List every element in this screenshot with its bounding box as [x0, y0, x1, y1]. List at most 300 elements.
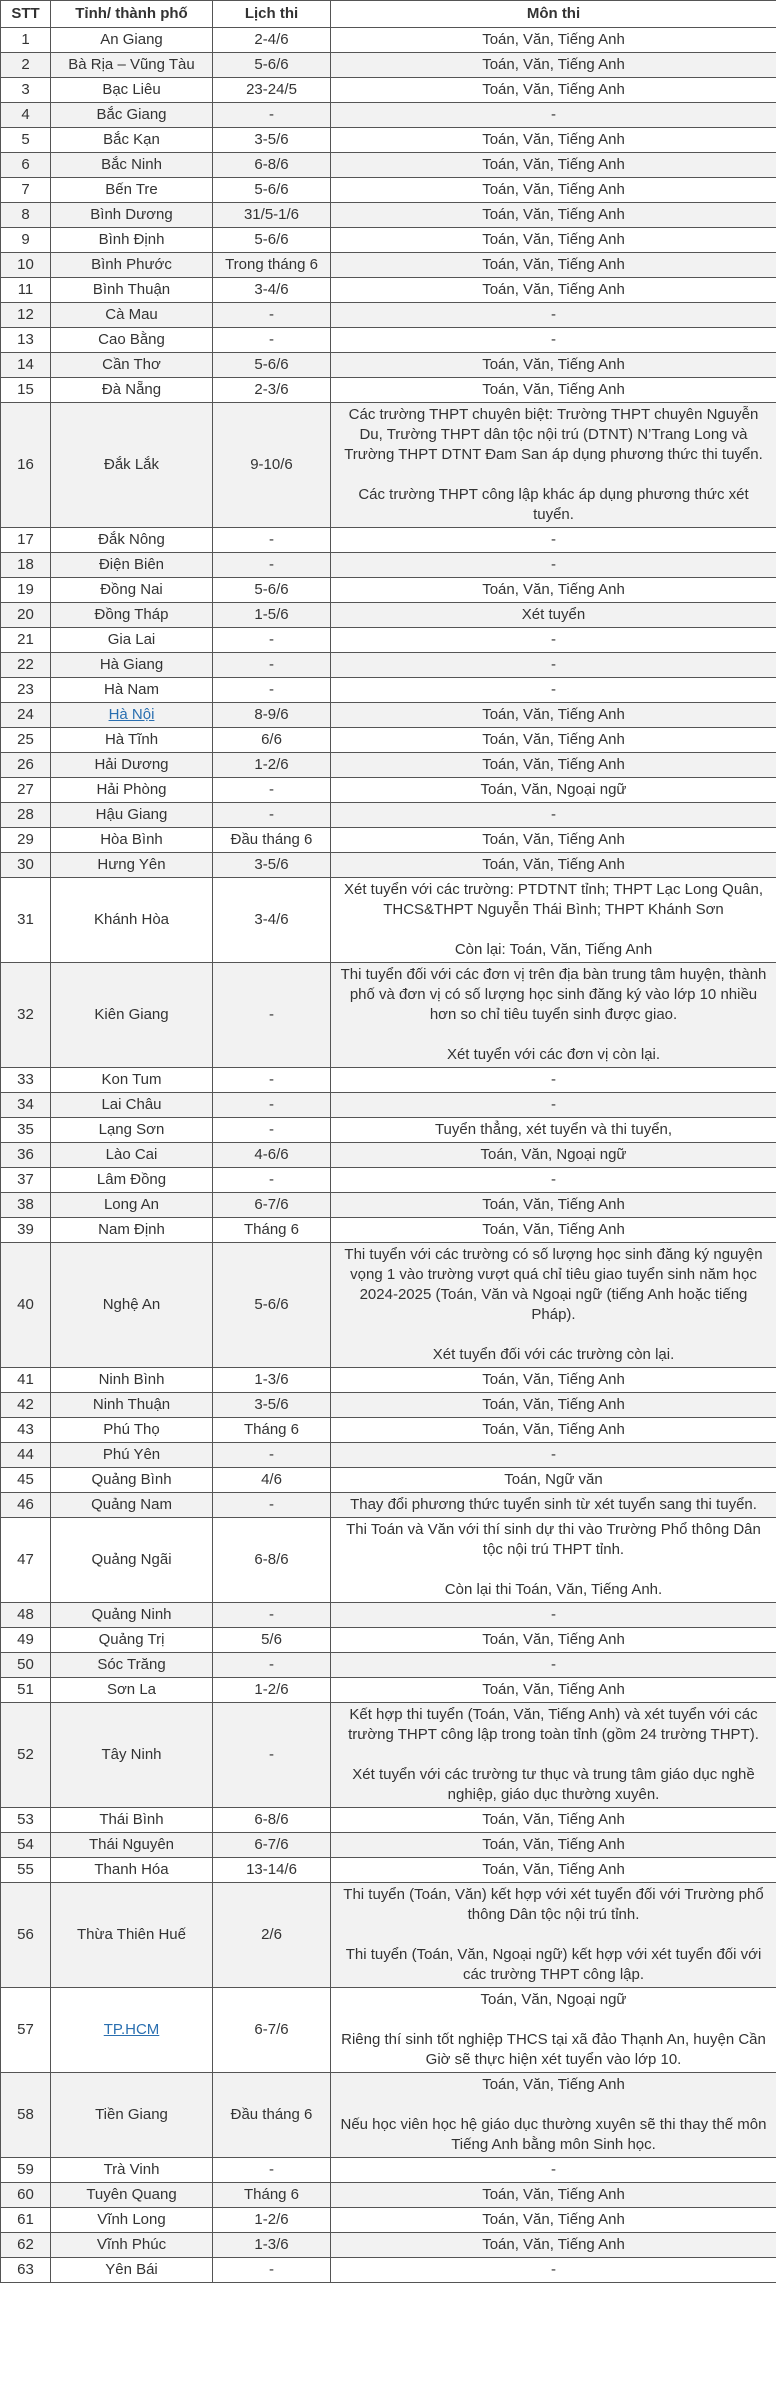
table-row [1, 378, 776, 403]
row-stt: 56 [1, 1883, 51, 1988]
table-row [1, 1493, 776, 1518]
row-schedule: - [213, 1703, 331, 1808]
row-stt: 42 [1, 1393, 51, 1418]
row-schedule: 3-5/6 [213, 1393, 331, 1418]
row-stt: 3 [1, 78, 51, 103]
subjects-paragraph: Toán, Văn, Tiếng Anh [482, 856, 625, 873]
row-province: Kon Tum [51, 1068, 213, 1093]
row-subjects [331, 1118, 776, 1143]
table-row [1, 1883, 776, 1988]
table-row [1, 1143, 776, 1168]
row-subjects [331, 353, 776, 378]
row-stt: 23 [1, 678, 51, 703]
row-subjects [331, 1368, 776, 1393]
row-province: Lào Cai [51, 1143, 213, 1168]
row-province: Hà Giang [51, 653, 213, 678]
table-row [1, 1468, 776, 1493]
row-schedule: 5-6/6 [213, 353, 331, 378]
row-subjects [331, 678, 776, 703]
row-stt: 11 [1, 278, 51, 303]
subjects-paragraph: Còn lại: Toán, Văn, Tiếng Anh [454, 941, 653, 958]
subjects-paragraph: Toán, Văn, Ngoại ngữ [480, 1991, 627, 2008]
table-row [1, 778, 776, 803]
row-subjects [331, 1833, 776, 1858]
row-province: Lai Châu [51, 1093, 213, 1118]
row-schedule: - [213, 1093, 331, 1118]
row-subjects [331, 728, 776, 753]
row-stt: 13 [1, 328, 51, 353]
row-province-cell [51, 1988, 213, 2073]
row-subjects [331, 1093, 776, 1118]
row-stt: 58 [1, 2073, 51, 2158]
table-row [1, 103, 776, 128]
row-subjects [331, 178, 776, 203]
row-subjects [331, 2158, 776, 2183]
row-subjects [331, 1518, 776, 1603]
table-row [1, 1653, 776, 1678]
subjects-paragraph: Toán, Văn, Tiếng Anh [482, 1631, 625, 1648]
subjects-paragraph: Toán, Văn, Ngoại ngữ [480, 1146, 627, 1163]
row-schedule: Tháng 6 [213, 1418, 331, 1443]
row-subjects [331, 2208, 776, 2233]
row-schedule: 6-8/6 [213, 1518, 331, 1603]
row-province: Gia Lai [51, 628, 213, 653]
row-stt: 55 [1, 1858, 51, 1883]
subjects-paragraph: - [551, 531, 556, 548]
row-subjects [331, 1653, 776, 1678]
subjects-paragraph: Riêng thí sinh tốt nghiệp THCS tại xã đảo Thạnh An, huyện Cần Giờ sẽ thực hiện xét tuyển vào lớp 10. [341, 2031, 766, 2068]
row-schedule: - [213, 653, 331, 678]
row-stt: 31 [1, 878, 51, 963]
row-schedule: 4-6/6 [213, 1143, 331, 1168]
row-province: Bắc Ninh [51, 153, 213, 178]
row-province: Bạc Liêu [51, 78, 213, 103]
table-row [1, 328, 776, 353]
table-row [1, 1833, 776, 1858]
table-row [1, 53, 776, 78]
row-schedule: 23-24/5 [213, 78, 331, 103]
row-subjects [331, 153, 776, 178]
row-province: Phú Yên [51, 1443, 213, 1468]
row-schedule: - [213, 678, 331, 703]
subjects-paragraph: Toán, Văn, Tiếng Anh [482, 1371, 625, 1388]
row-stt: 22 [1, 653, 51, 678]
row-province: Phú Thọ [51, 1418, 213, 1443]
row-province: Đắk Lắk [51, 403, 213, 528]
row-schedule: 5-6/6 [213, 1243, 331, 1368]
subjects-paragraph: - [551, 2161, 556, 2178]
row-stt: 54 [1, 1833, 51, 1858]
row-province: Đồng Nai [51, 578, 213, 603]
row-subjects [331, 628, 776, 653]
row-province: Thanh Hóa [51, 1858, 213, 1883]
row-stt: 45 [1, 1468, 51, 1493]
row-province: Bến Tre [51, 178, 213, 203]
header-subjects: Môn thi [331, 1, 776, 28]
row-schedule: 3-5/6 [213, 853, 331, 878]
subjects-paragraph: Thi tuyển đối với các đơn vị trên địa bàn trung tâm huyện, thành phố và đơn vị có số lượng học sinh đăng ký vào lớp 10 nhiều hơn so chỉ tiêu tuyển sinh được giao. [340, 966, 767, 1023]
row-subjects [331, 1703, 776, 1808]
row-schedule: 8-9/6 [213, 703, 331, 728]
subjects-paragraph: Xét tuyển với các trường tư thục và trung tâm giáo dục nghề nghiệp, giáo dục thường xuyên. [352, 1766, 755, 1803]
subjects-paragraph: Toán, Văn, Tiếng Anh [482, 731, 625, 748]
row-subjects [331, 853, 776, 878]
row-province: Cao Bằng [51, 328, 213, 353]
row-province: Quảng Ninh [51, 1603, 213, 1628]
row-province: Điện Biên [51, 553, 213, 578]
row-subjects [331, 1443, 776, 1468]
row-province: Tây Ninh [51, 1703, 213, 1808]
table-row [1, 1858, 776, 1883]
row-schedule: - [213, 963, 331, 1068]
row-subjects [331, 1808, 776, 1833]
row-schedule: - [213, 103, 331, 128]
row-subjects [331, 1218, 776, 1243]
row-province: Hậu Giang [51, 803, 213, 828]
row-schedule: - [213, 1168, 331, 1193]
subjects-paragraph: - [551, 106, 556, 123]
row-province: Đồng Tháp [51, 603, 213, 628]
row-subjects [331, 753, 776, 778]
row-subjects [331, 1468, 776, 1493]
row-stt: 1 [1, 28, 51, 53]
row-province: Lâm Đồng [51, 1168, 213, 1193]
subjects-paragraph: Các trường THPT công lập khác áp dụng phương thức xét tuyển. [358, 486, 749, 523]
table-row [1, 703, 776, 728]
row-schedule: 1-3/6 [213, 2233, 331, 2258]
row-schedule: 2-3/6 [213, 378, 331, 403]
row-schedule: 1-2/6 [213, 1678, 331, 1703]
row-subjects [331, 278, 776, 303]
subjects-paragraph: - [551, 1096, 556, 1113]
row-subjects [331, 303, 776, 328]
row-stt: 30 [1, 853, 51, 878]
subjects-paragraph: Thi tuyển (Toán, Văn) kết hợp với xét tuyển đối với Trường phổ thông Dân tộc nội trú tỉnh. [343, 1886, 764, 1923]
subjects-paragraph: Tuyển thẳng, xét tuyển và thi tuyển, [434, 1121, 673, 1138]
row-stt: 17 [1, 528, 51, 553]
subjects-paragraph: Toán, Văn, Tiếng Anh [482, 1221, 625, 1238]
row-province-cell [51, 703, 213, 728]
row-province: Vĩnh Long [51, 2208, 213, 2233]
province-link[interactable]: Hà Nội [108, 706, 155, 723]
table-row [1, 1418, 776, 1443]
row-province: Kiên Giang [51, 963, 213, 1068]
header-row [1, 1, 776, 28]
row-schedule: Tháng 6 [213, 1218, 331, 1243]
table-row [1, 628, 776, 653]
row-stt: 20 [1, 603, 51, 628]
row-province: Quảng Trị [51, 1628, 213, 1653]
row-subjects [331, 1493, 776, 1518]
row-province: Bình Thuận [51, 278, 213, 303]
subjects-paragraph: Toán, Văn, Tiếng Anh [482, 2211, 625, 2228]
row-schedule: - [213, 778, 331, 803]
table-row [1, 678, 776, 703]
row-schedule: - [213, 303, 331, 328]
row-subjects [331, 378, 776, 403]
row-stt: 38 [1, 1193, 51, 1218]
subjects-paragraph: Toán, Văn, Tiếng Anh [482, 31, 625, 48]
row-schedule: Đầu tháng 6 [213, 828, 331, 853]
subjects-paragraph: Toán, Văn, Tiếng Anh [482, 2186, 625, 2203]
subjects-paragraph: Toán, Văn, Tiếng Anh [482, 1681, 625, 1698]
subjects-paragraph: Toán, Văn, Tiếng Anh [482, 1196, 625, 1213]
row-province: Sóc Trăng [51, 1653, 213, 1678]
row-subjects [331, 963, 776, 1068]
row-province: Hải Phòng [51, 778, 213, 803]
row-stt: 10 [1, 253, 51, 278]
row-province: Quảng Nam [51, 1493, 213, 1518]
table-row [1, 153, 776, 178]
row-schedule: 2-4/6 [213, 28, 331, 53]
row-subjects [331, 1858, 776, 1883]
table-row [1, 178, 776, 203]
row-province: Đắk Nông [51, 528, 213, 553]
table-row [1, 1068, 776, 1093]
subjects-paragraph: Toán, Văn, Tiếng Anh [482, 1861, 625, 1878]
row-stt: 8 [1, 203, 51, 228]
row-subjects [331, 653, 776, 678]
subjects-paragraph: Thi tuyển với các trường có số lượng học sinh đăng ký nguyện vọng 1 vào trường vượt quá chỉ tiêu giao tuyển sinh năm học 2024-2025 (Toán, Văn và Ngoại ngữ (tiếng Anh hoặc tiếng Pháp). [344, 1246, 763, 1323]
table-row [1, 128, 776, 153]
subjects-paragraph: Xét tuyển với các trường: PTDTNT tỉnh; THPT Lạc Long Quân, THCS&THPT Nguyễn Thái Bình; THPT Khánh Sơn [343, 881, 764, 918]
header-stt: STT [1, 1, 51, 28]
row-stt: 12 [1, 303, 51, 328]
row-stt: 43 [1, 1418, 51, 1443]
subjects-paragraph: Thi tuyển (Toán, Văn, Ngoại ngữ) kết hợp với xét tuyển đối với các trường THPT công lập. [345, 1946, 762, 1983]
row-stt: 26 [1, 753, 51, 778]
row-schedule: 3-4/6 [213, 878, 331, 963]
subjects-paragraph: - [551, 1171, 556, 1188]
subjects-paragraph: - [551, 656, 556, 673]
row-subjects [331, 553, 776, 578]
table-row [1, 1808, 776, 1833]
row-stt: 28 [1, 803, 51, 828]
subjects-paragraph: - [551, 1071, 556, 1088]
subjects-paragraph: Thi Toán và Văn với thí sinh dự thi vào Trường Phổ thông Dân tộc nội trú THPT tỉnh. [346, 1521, 761, 1558]
table-row [1, 1118, 776, 1143]
table-row [1, 1218, 776, 1243]
table-row [1, 2258, 776, 2283]
row-schedule: 4/6 [213, 1468, 331, 1493]
subjects-paragraph: Toán, Văn, Tiếng Anh [482, 256, 625, 273]
table-row [1, 728, 776, 753]
row-stt: 57 [1, 1988, 51, 2073]
province-link[interactable]: TP.HCM [103, 2021, 160, 2038]
table-row [1, 1678, 776, 1703]
row-schedule: 5-6/6 [213, 178, 331, 203]
row-subjects [331, 78, 776, 103]
row-schedule: 6-7/6 [213, 1833, 331, 1858]
row-stt: 25 [1, 728, 51, 753]
row-stt: 24 [1, 703, 51, 728]
row-subjects [331, 828, 776, 853]
table-row [1, 28, 776, 53]
table-row [1, 553, 776, 578]
row-stt: 14 [1, 353, 51, 378]
row-province: Cà Mau [51, 303, 213, 328]
table-row [1, 1093, 776, 1118]
row-province: Bắc Kạn [51, 128, 213, 153]
row-subjects [331, 1883, 776, 1988]
table-row [1, 963, 776, 1068]
row-province: Hưng Yên [51, 853, 213, 878]
row-stt: 49 [1, 1628, 51, 1653]
row-stt: 33 [1, 1068, 51, 1093]
subjects-paragraph: Toán, Văn, Tiếng Anh [482, 231, 625, 248]
subjects-paragraph: - [551, 681, 556, 698]
row-subjects [331, 328, 776, 353]
row-province: Hà Nam [51, 678, 213, 703]
table-row [1, 1243, 776, 1368]
row-province: Đà Nẵng [51, 378, 213, 403]
row-stt: 40 [1, 1243, 51, 1368]
row-stt: 21 [1, 628, 51, 653]
subjects-paragraph: Xét tuyển [521, 606, 586, 623]
table-row [1, 828, 776, 853]
row-schedule: - [213, 1603, 331, 1628]
row-schedule: 5-6/6 [213, 578, 331, 603]
table-row [1, 2158, 776, 2183]
row-province: Thừa Thiên Huế [51, 1883, 213, 1988]
table-row [1, 853, 776, 878]
row-stt: 6 [1, 153, 51, 178]
row-province: Nam Định [51, 1218, 213, 1243]
row-stt: 9 [1, 228, 51, 253]
subjects-paragraph: Toán, Văn, Tiếng Anh [482, 1396, 625, 1413]
row-subjects [331, 1988, 776, 2073]
subjects-paragraph: - [551, 2261, 556, 2278]
row-province: Hòa Bình [51, 828, 213, 853]
table-row [1, 228, 776, 253]
row-stt: 5 [1, 128, 51, 153]
row-province: Quảng Ngãi [51, 1518, 213, 1603]
subjects-paragraph: Toán, Văn, Tiếng Anh [482, 831, 625, 848]
subjects-paragraph: - [551, 1606, 556, 1623]
row-subjects [331, 2073, 776, 2158]
table-body [1, 28, 776, 2283]
row-province: Bình Dương [51, 203, 213, 228]
row-subjects [331, 1168, 776, 1193]
row-stt: 63 [1, 2258, 51, 2283]
subjects-paragraph: - [551, 631, 556, 648]
row-stt: 61 [1, 2208, 51, 2233]
table-row [1, 353, 776, 378]
row-stt: 16 [1, 403, 51, 528]
row-subjects [331, 253, 776, 278]
row-schedule: 6-8/6 [213, 1808, 331, 1833]
row-subjects [331, 28, 776, 53]
subjects-paragraph: Toán, Văn, Tiếng Anh [482, 356, 625, 373]
row-schedule: 1-5/6 [213, 603, 331, 628]
table-row [1, 753, 776, 778]
row-province: Tuyên Quang [51, 2183, 213, 2208]
table-row [1, 878, 776, 963]
table-row [1, 578, 776, 603]
subjects-paragraph: Toán, Ngữ văn [504, 1471, 603, 1488]
row-province: Bình Định [51, 228, 213, 253]
row-province: Ninh Bình [51, 1368, 213, 1393]
row-province: Bắc Giang [51, 103, 213, 128]
row-schedule: 5-6/6 [213, 228, 331, 253]
row-schedule: - [213, 628, 331, 653]
row-province: Bà Rịa – Vũng Tàu [51, 53, 213, 78]
row-province: Nghệ An [51, 1243, 213, 1368]
row-stt: 53 [1, 1808, 51, 1833]
subjects-paragraph: Kết hợp thi tuyển (Toán, Văn, Tiếng Anh) và xét tuyển với các trường THPT công lập trong toàn tỉnh (gồm 24 trường THPT). [348, 1706, 759, 1743]
header-province: Tỉnh/ thành phố [51, 1, 213, 28]
row-subjects [331, 2258, 776, 2283]
table-row [1, 403, 776, 528]
row-province: Hải Dương [51, 753, 213, 778]
table-row [1, 2233, 776, 2258]
row-schedule: - [213, 1068, 331, 1093]
row-subjects [331, 1393, 776, 1418]
table-row [1, 1518, 776, 1603]
table-row [1, 1393, 776, 1418]
row-stt: 46 [1, 1493, 51, 1518]
table-row [1, 1628, 776, 1653]
subjects-paragraph: Toán, Văn, Tiếng Anh [482, 206, 625, 223]
subjects-paragraph: Xét tuyển đối với các trường còn lại. [432, 1346, 675, 1363]
row-province: Trà Vinh [51, 2158, 213, 2183]
table-row [1, 203, 776, 228]
row-subjects [331, 1678, 776, 1703]
row-province: An Giang [51, 28, 213, 53]
row-subjects [331, 603, 776, 628]
subjects-paragraph: Toán, Văn, Tiếng Anh [482, 81, 625, 98]
subjects-paragraph: Toán, Văn, Ngoại ngữ [480, 781, 627, 798]
row-schedule: - [213, 328, 331, 353]
row-schedule: - [213, 1653, 331, 1678]
row-subjects [331, 528, 776, 553]
row-subjects [331, 1603, 776, 1628]
row-schedule: 6-8/6 [213, 153, 331, 178]
subjects-paragraph: Toán, Văn, Tiếng Anh [482, 1836, 625, 1853]
row-schedule: 6/6 [213, 728, 331, 753]
table-row [1, 78, 776, 103]
row-schedule: 13-14/6 [213, 1858, 331, 1883]
row-schedule: 5-6/6 [213, 53, 331, 78]
row-stt: 2 [1, 53, 51, 78]
row-province: Ninh Thuận [51, 1393, 213, 1418]
row-stt: 32 [1, 963, 51, 1068]
row-subjects [331, 1418, 776, 1443]
row-province: Hà Tĩnh [51, 728, 213, 753]
table-row [1, 1193, 776, 1218]
subjects-paragraph: Toán, Văn, Tiếng Anh [482, 1421, 625, 1438]
subjects-paragraph: Toán, Văn, Tiếng Anh [482, 2236, 625, 2253]
row-province: Thái Nguyên [51, 1833, 213, 1858]
row-subjects [331, 53, 776, 78]
table-row [1, 253, 776, 278]
row-province: Bình Phước [51, 253, 213, 278]
subjects-paragraph: - [551, 806, 556, 823]
row-subjects [331, 803, 776, 828]
table-row [1, 653, 776, 678]
row-province: Tiền Giang [51, 2073, 213, 2158]
subjects-paragraph: Thay đổi phương thức tuyển sinh từ xét tuyển sang thi tuyển. [350, 1496, 757, 1513]
row-subjects [331, 1243, 776, 1368]
row-stt: 36 [1, 1143, 51, 1168]
row-subjects [331, 878, 776, 963]
row-stt: 50 [1, 1653, 51, 1678]
subjects-paragraph: Toán, Văn, Tiếng Anh [482, 181, 625, 198]
row-schedule: - [213, 2258, 331, 2283]
row-province: Quảng Bình [51, 1468, 213, 1493]
row-schedule: 31/5-1/6 [213, 203, 331, 228]
row-stt: 27 [1, 778, 51, 803]
